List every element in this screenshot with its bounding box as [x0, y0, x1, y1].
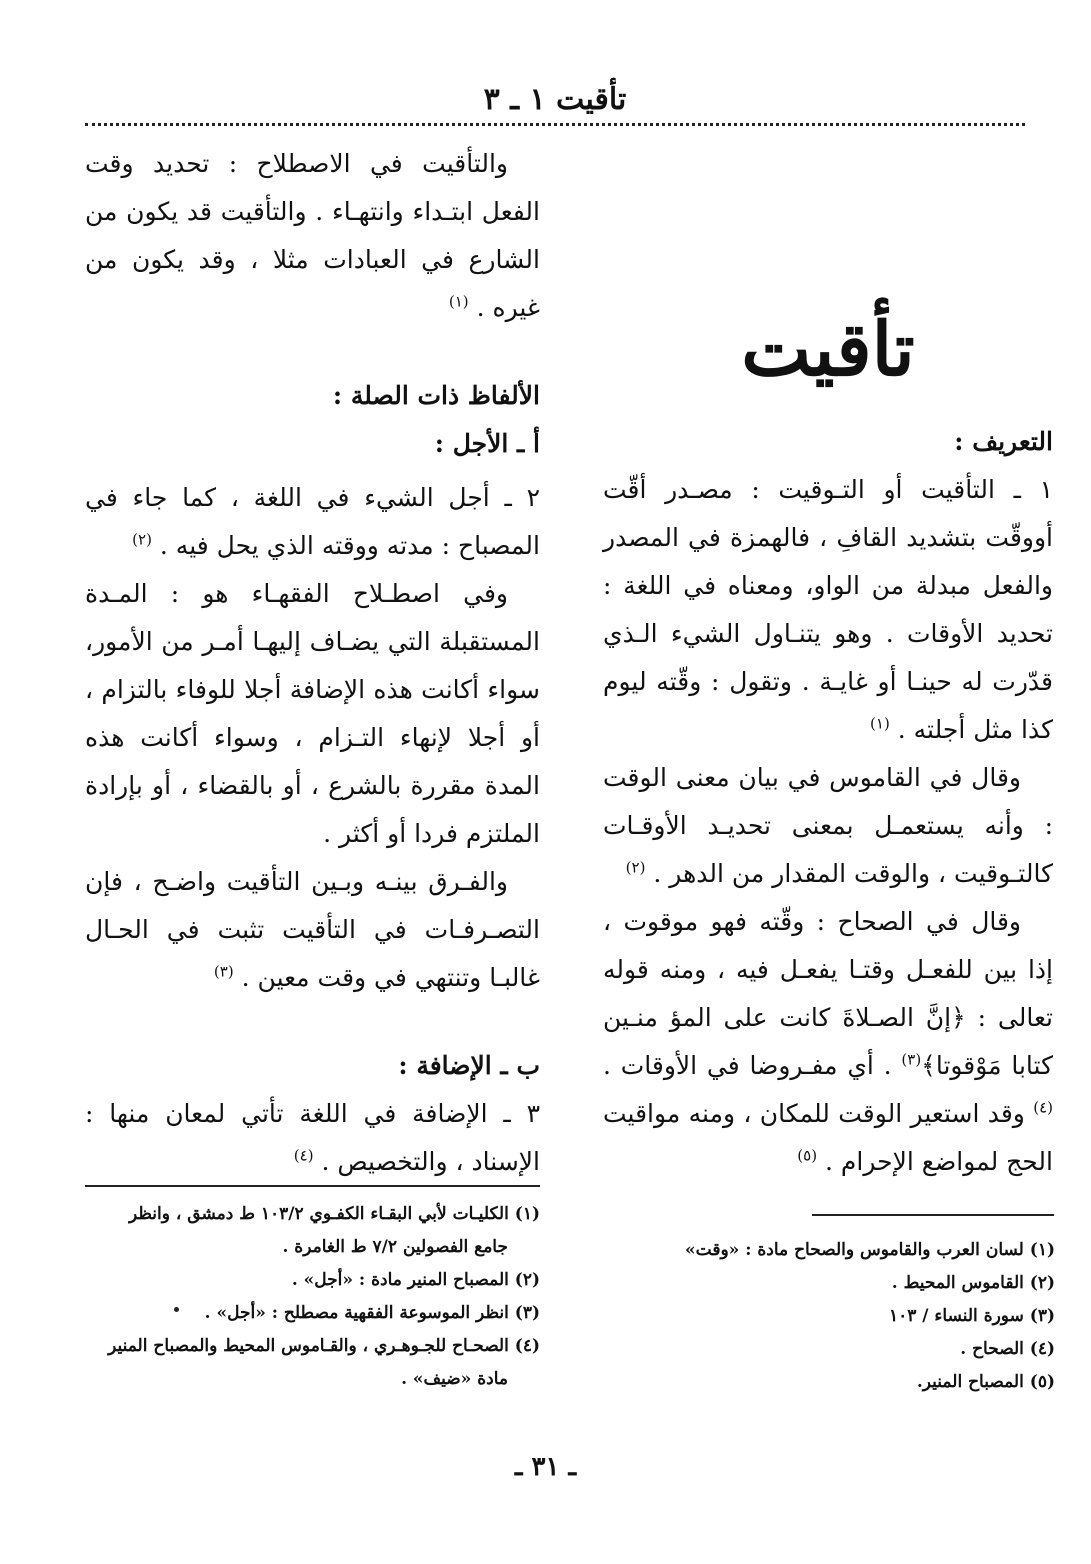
istilah-paragraph: والتأقيت في الاصطلاح : تحديد وقت الفعل ابتـداء وانتهـاء . والتأقيت قد يكون من الشارع في العبادات مثلا ، وقد يكون من غيره . $^{(١)}$	[85, 149, 540, 322]
footnote-ref: (١)	[870, 714, 890, 733]
footnote-ref: (٤)	[1033, 1098, 1053, 1117]
footnote-continuation: جامع الفصولين ٧/٢ ط الغامرة .	[282, 1237, 508, 1257]
footnote-divider-right	[812, 1214, 1054, 1216]
footnote-ref: (٢)	[625, 858, 646, 877]
footnote-divider-left	[85, 1185, 540, 1187]
footnote: (٢) المصباح المنير مادة : «أجل» .	[291, 1270, 540, 1290]
footnotes-right	[603, 1234, 1055, 1399]
page-number: ـ ٣١ ـ	[514, 1452, 577, 1482]
footnote: (١) لسان العرب والقاموس والصحاح مادة : «وقت»	[685, 1240, 1055, 1260]
paragraph-1: ١ ـ التأقيت أو التـوقيت : مصـدر أقّت أووقّت بتشديد القافِ ، فالهمزة في المصدر والفعل مبدلة من الواو، ومعناه في اللغة : تحديد الأوقات . وهو يتنـاول الشيء الـذي قدّرت له حينـا أو غايـة . وتقول : وقّته ليوم كذا مثل أجلته . $^{(١)}$	[603, 475, 1053, 744]
paragraph-2b: وفي اصطـلاح الفقهـاء هو : المـدة المستقبلة التي يضـاف إليهـا أمـر من الأمور، سواء أكانت هذه الإضافة أجلا للوفاء بالتزام ، أو أجلا لإنهاء التـزام ، وسواء أكانت هذه المدة مقررة بالشرع ، أو بالقضاء ، أو بإرادة الملتزم فردا أو أكثر .	[85, 579, 540, 848]
subheading-idafa: ب ـ الإضافة :	[398, 1051, 540, 1080]
footnote: (٤) الصحاح .	[960, 1339, 1055, 1359]
footnote-ref: (٣)	[213, 962, 234, 981]
left-column	[85, 140, 540, 1186]
right-column	[603, 140, 1053, 1186]
footnote-ref: (٤)	[293, 1146, 314, 1165]
footnote-ref: (٣)	[901, 1050, 922, 1069]
footnote: (٣) سورة النساء / ١٠٣	[888, 1306, 1055, 1326]
paragraph-2c: والفـرق بينـه وبـين التأقيت واضـح ، فإن التصـرفـات في التأقيت تثبت في الحـال غالبـا وتنتهي في وقت معين . $^{(٣)}$	[85, 867, 540, 992]
running-header	[85, 80, 1025, 126]
footnote-ref: (١)	[448, 292, 469, 311]
subheading-ajal: أ ـ الأجل :	[434, 429, 540, 458]
footnote: (٢) القاموس المحيط .	[891, 1273, 1055, 1293]
footnotes-left	[85, 1198, 540, 1396]
definition-heading: التعريف :	[954, 427, 1053, 456]
paragraph-qamus: وقال في القاموس في بيان معنى الوقت : وأنه يستعمـل بمعنى تحديـد الأوقـات كالتـوقيت ، والوقت المقدار من الدهر . $^{(٢)}$	[603, 763, 1053, 888]
paragraph-sihah: وقال في الصحاح : وقّته فهو موقوت ، إذا بين للفعـل وقتـا يفعـل فيه ، ومنه قوله تعالى : ﴿إنَّ الصـلاةَ كانت على المؤ منـين كتابا مَوْقوتا﴾$^{(٣)}$ . أي مفـروضا في الأوقات . $^{(٤)}$ وقد استعير الوقت للمكان ، ومنه مواقيت الحج لمواضع الإحرام . $^{(٥)}$	[603, 907, 1053, 1176]
related-terms-heading: الألفاظ ذات الصلة :	[332, 381, 540, 410]
footnote-continuation: مادة «ضيف» .	[401, 1369, 508, 1389]
paragraph-3: ٣ ـ الإضافة في اللغة تأتي لمعان منها : الإسناد ، والتخصيص . $^{(٤)}$	[85, 1099, 540, 1176]
footnote: (٣) انظر الموسوعة الفقهية مصطلح : «أجل» .	[204, 1303, 540, 1323]
entry-title: تأقيت	[741, 307, 915, 393]
footnote: (٤) الصحـاح للجـوهـري ، والقـاموس المحيط والمصباح المنير	[108, 1336, 540, 1356]
footnote-ref: (٢)	[132, 530, 152, 549]
stray-dot	[174, 1307, 179, 1312]
footnote-ref: (٥)	[797, 1146, 818, 1165]
footnote: (١) الكليـات لأبي البقـاء الكفـوي ١٠٣/٢ ط دمشق ، وانظر	[128, 1204, 540, 1224]
footnote: (٥) المصباح المنير.	[916, 1372, 1055, 1392]
header-dotted-rule	[85, 123, 1025, 126]
header-title: تأقيت ١ ـ ٣	[483, 82, 627, 117]
paragraph-2: ٢ ـ أجل الشيء في اللغة ، كما جاء في المصباح : مدته ووقته الذي يحل فيه . $^{(٢)}$	[85, 483, 540, 560]
